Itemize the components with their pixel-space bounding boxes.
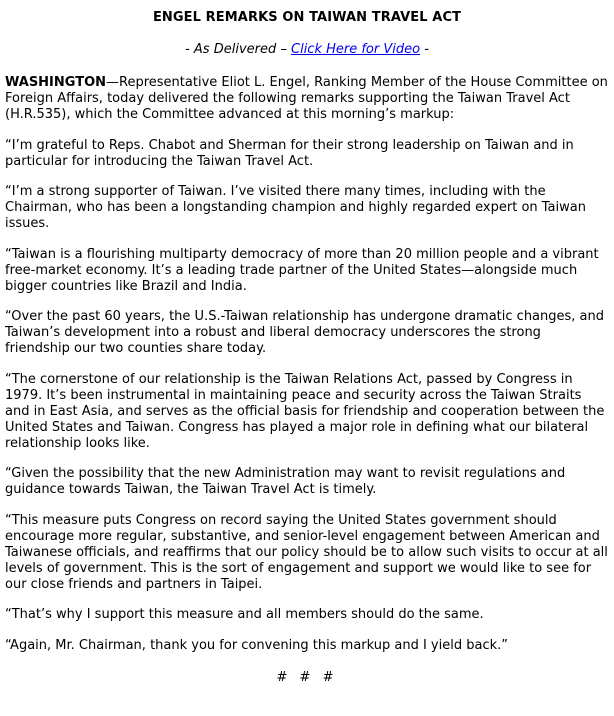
- body-paragraph: “Again, Mr. Chairman, thank you for convening this markup and I yield back.”: [5, 637, 508, 653]
- page-title: ENGEL REMARKS ON TAIWAN TRAVEL ACT: [152, 10, 462, 25]
- body-paragraph: “That’s why I support this measure and all members should do the same.: [5, 607, 484, 622]
- body-paragraph: “I’m grateful to Reps. Chabot and Sherman for their strong leadership on Taiwan and in particular for introducing the Taiwan Travel Act.: [5, 137, 574, 169]
- dateline: WASHINGTON: [5, 75, 107, 90]
- body-paragraph: “This measure puts Congress on record saying the United States government should encourage more regular, substantive, and senior-level engagement between American and Taiwanese officials, and reaffirms that our policy should be to allow such visits to occur at all levels of government. This is the sort of engagement and support we would like to see for our close friends and partners in Taipei.: [5, 512, 608, 592]
- press-release: [5, 10, 609, 686]
- body-paragraph: “Given the possibility that the new Administration may want to revisit regulations and guidance towards Taiwan, the Taiwan Travel Act is timely.: [5, 466, 566, 497]
- delivery-note: [5, 42, 609, 58]
- end-mark: # # #: [276, 669, 338, 685]
- body-paragraph: “Over the past 60 years, the U.S.-Taiwan relationship has undergone dramatic changes, and Taiwan’s development into a robust and liberal democracy underscores the strong friendship our two counties share today.: [5, 309, 605, 356]
- delivery-note-suffix: -: [420, 42, 429, 57]
- intro-text: —Representative Eliot L. Engel, Ranking Member of the House Committee on Foreign Affairs, today delivered the following remarks supporting the Taiwan Travel Act (H.R.535), which the Committee advanced at this morning’s markup:: [5, 75, 608, 122]
- intro-paragraph: [5, 75, 609, 123]
- delivery-note-prefix: - As Delivered –: [185, 42, 291, 57]
- body-paragraph: “I’m a strong supporter of Taiwan. I’ve visited there many times, including with the Chairman, who has been a longstanding champion and highly regarded expert on Taiwan issues.: [5, 184, 586, 231]
- video-link[interactable]: Click Here for Video: [291, 42, 421, 57]
- body-paragraph: “The cornerstone of our relationship is the Taiwan Relations Act, passed by Congress in 1979. It’s been instrumental in maintaining peace and security across the Taiwan Straits and in East Asia, and serves as the official basis for friendship and cooperation between the United States and Taiwan. Congress has played a major role in defining what our bilateral relationship looks like.: [5, 371, 605, 451]
- body-paragraph: “Taiwan is a flourishing multiparty democracy of more than 20 million people and a vibrant free-market economy. It’s a leading trade partner of the United States—alongside much bigger countries like Brazil and India.: [5, 246, 599, 294]
